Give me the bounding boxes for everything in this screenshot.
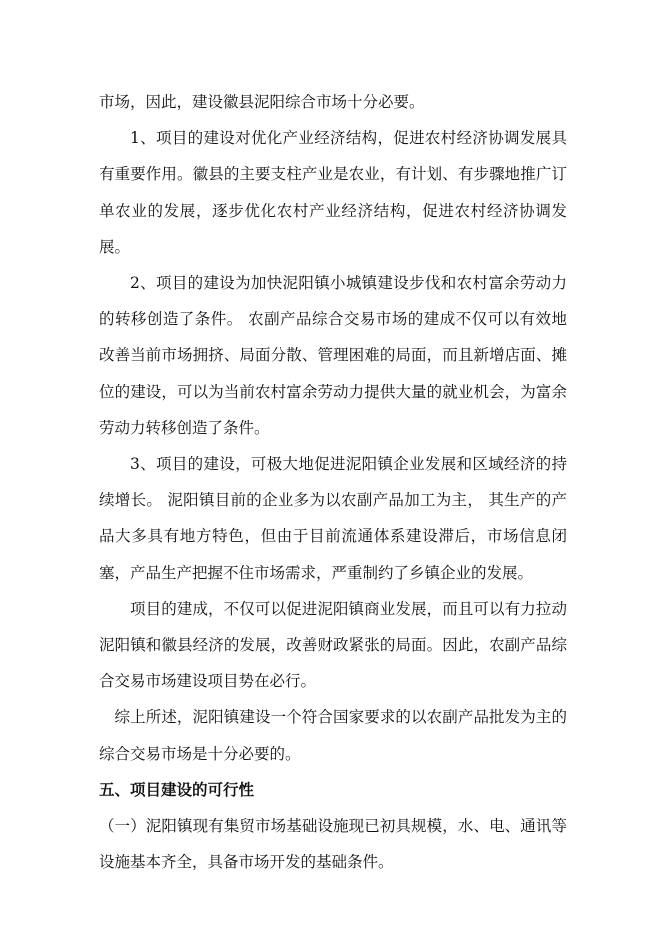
- paragraph-summary: 综上所述，泥阳镇建设一个符合国家要求的以农副产品批发为主的综合交易市场是十分必要的。: [99, 708, 567, 763]
- paragraph-continuation: 市场，因此，建设徽县泥阳综合市场十分必要。: [99, 93, 425, 111]
- document-body: [99, 84, 567, 880]
- section-heading: 五、项目建设的可行性: [99, 780, 255, 799]
- subsection-item-1: （一）泥阳镇现有集贸市场基础设施现已初具规模，水、电、通讯等设施基本齐全，具备市场开发的基础条件。: [99, 817, 567, 872]
- paragraph-point-1: 1、项目的建设对优化产业经济结构，促进农村经济协调发展具有重要作用。徽县的主要支柱产业是农业，有计划、有步骤地推广订单农业的发展，逐步优化农村产业经济结构，促进农村经济协调发展。: [99, 129, 567, 256]
- paragraph-point-2: 2、项目的建设为加快泥阳镇小城镇建设步伐和农村富余劳动力的转移创造了条件。 农副产品综合交易市场的建成不仅可以有效地改善当前市场拥挤、局面分散、管理困难的局面，而且新增店面、摊位的建设，可以为当前农村富余劳动力提供大量的就业机会，为富余劳动力转移创造了条件。: [99, 274, 567, 437]
- paragraph-point-3: 3、项目的建设，可极大地促进泥阳镇企业发展和区域经济的持续增长。 泥阳镇目前的企业多为以农副产品加工为主， 其生产的产品大多具有地方特色，但由于目前流通体系建设滞后，市场信息闭塞，产品生产把握不住市场需求，严重制约了乡镇企业的发展。: [99, 455, 567, 582]
- paragraph-project-completion: 项目的建成，不仅可以促进泥阳镇商业发展，而且可以有力拉动泥阳镇和徽县经济的发展，改善财政紧张的局面。因此，农副产品综合交易市场建设项目势在必行。: [99, 599, 567, 691]
